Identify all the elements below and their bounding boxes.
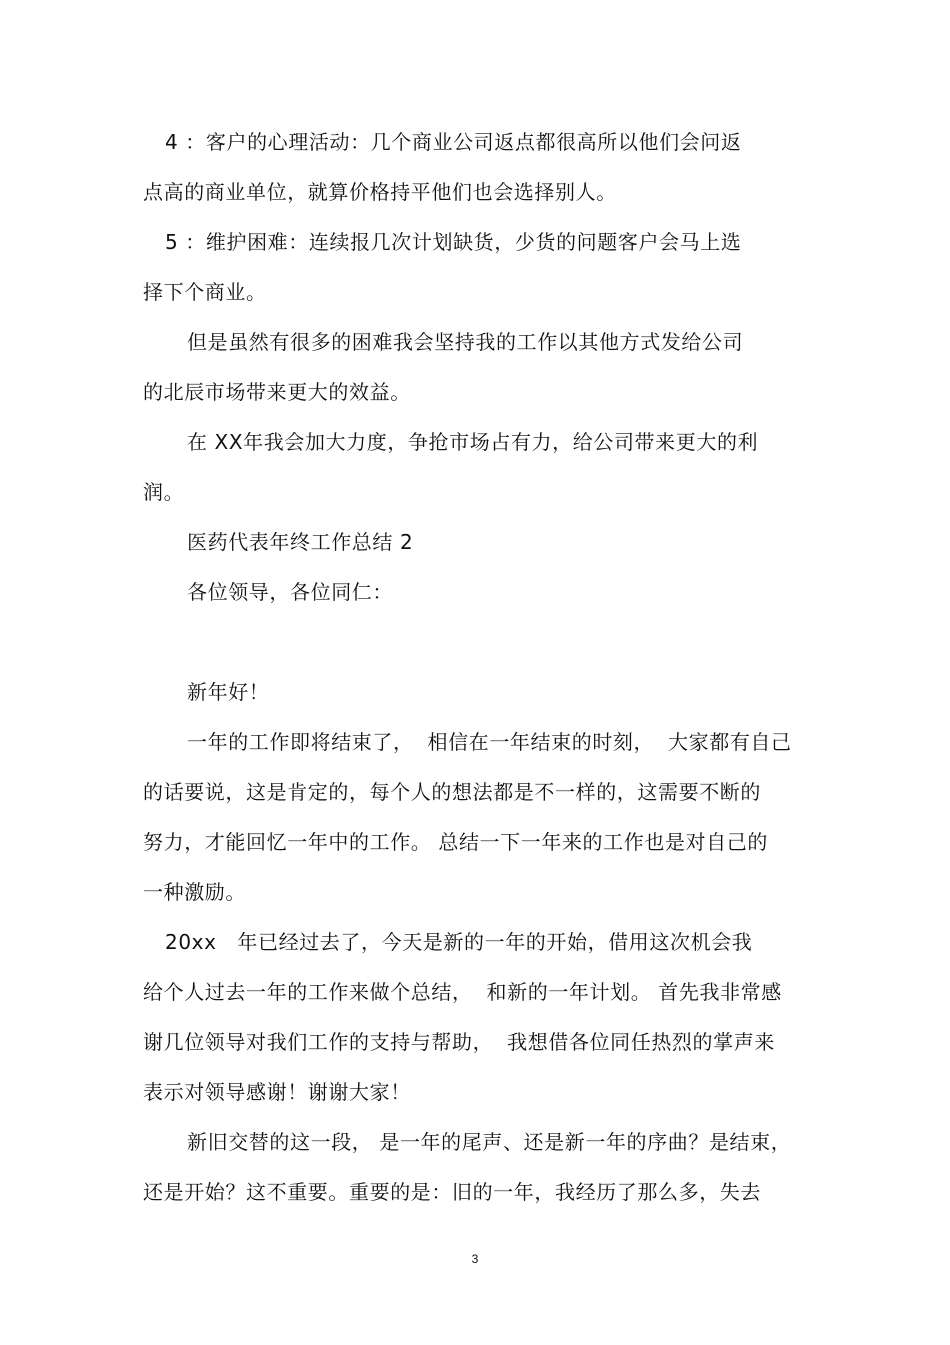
page-number: 3 [471, 1252, 479, 1266]
text-line: 新年好！ [187, 680, 270, 704]
text-line: 努力，才能回忆一年中的工作。 总结一下一年来的工作也是对自己的 [143, 830, 768, 854]
text-line: 给个人过去一年的工作来做个总结， 和新的一年计划。 首先我非常感 [143, 980, 782, 1004]
text-line: 润。 [143, 480, 185, 504]
text-line: 的北辰市场带来更大的效益。 [143, 380, 411, 404]
text-line: 5 ：维护困难：连续报几次计划缺货，少货的问题客户会马上选 [165, 230, 742, 254]
text-line: 的话要说，这是肯定的，每个人的想法都是不一样的，这需要不断的 [143, 780, 761, 804]
text-line: 谢几位领导对我们工作的支持与帮助， 我想借各位同任热烈的掌声来 [143, 1030, 775, 1054]
text-line: 表示对领导感谢！谢谢大家！ [143, 1080, 411, 1104]
text-line: 在 XX年我会加大力度，争抢市场占有力，给公司带来更大的利 [187, 430, 759, 454]
text-line: 择下个商业。 [143, 280, 267, 304]
text-line: 一年的工作即将结束了， 相信在一年结束的时刻， 大家都有自己 [187, 730, 792, 754]
section-heading: 医药代表年终工作总结 2 [187, 530, 414, 554]
text-line: 20xx 年已经过去了，今天是新的一年的开始，借用这次机会我 [165, 930, 753, 954]
text-line: 各位领导，各位同仁： [187, 580, 393, 604]
text-line: 还是开始？这不重要。重要的是：旧的一年，我经历了那么多，失去 [143, 1180, 761, 1204]
text-line: 新旧交替的这一段， 是一年的尾声、还是新一年的序曲？是结束， [187, 1130, 792, 1154]
text-line: 但是虽然有很多的困难我会坚持我的工作以其他方式发给公司 [187, 330, 744, 354]
text-line: 一种激励。 [143, 880, 246, 904]
text-line: 4 ：客户的心理活动：几个商业公司返点都很高所以他们会问返 [165, 130, 742, 154]
text-line: 点高的商业单位，就算价格持平他们也会选择别人。 [143, 180, 617, 204]
